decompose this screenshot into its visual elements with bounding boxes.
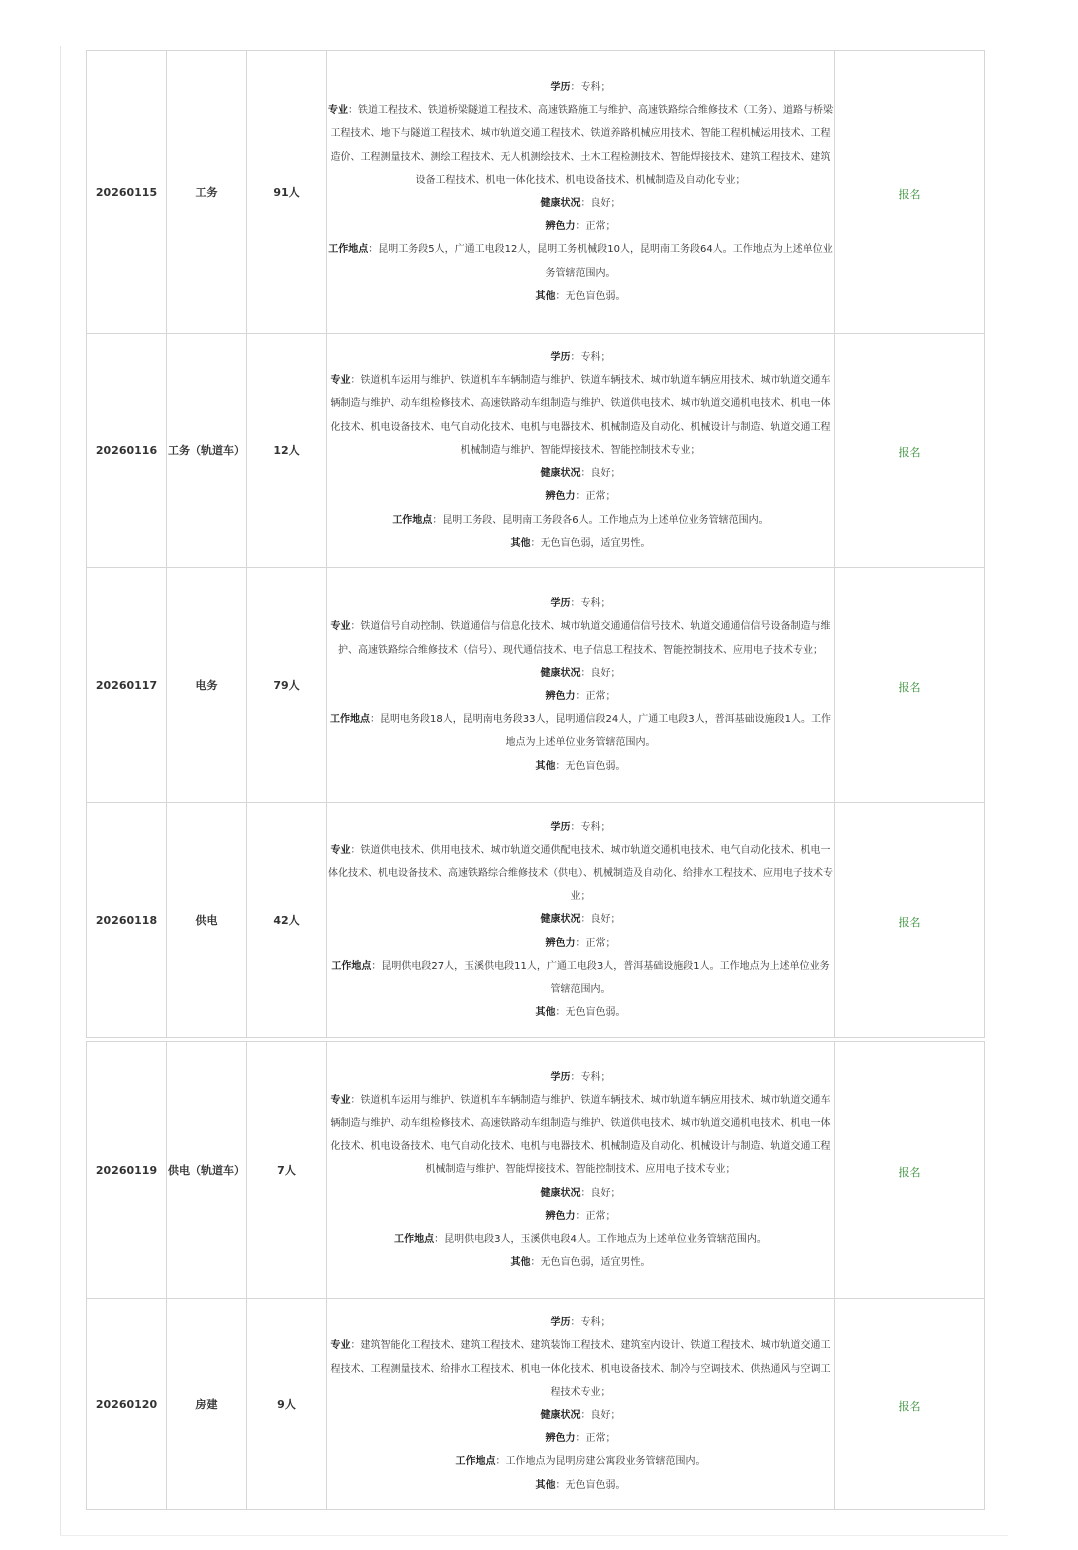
color-vision-label: 辨色力 (545, 937, 576, 949)
health-value: 良好； (590, 914, 621, 926)
other-value: 无色盲色弱。 (565, 760, 626, 772)
apply-link[interactable]: 报名 (898, 1165, 921, 1179)
color-vision-value: 正常； (585, 221, 616, 233)
health-label: 健康状况 (540, 667, 581, 679)
recruit-count: 12人 (247, 334, 327, 568)
location-line: 工作地点：昆明工务段、昆明南工务段各6人。工作地点为上述单位业务管辖范围内。 (392, 514, 769, 526)
major-value: 铁道信号自动控制、铁道通信与信息化技术、城市轨道交通通信信号技术、轨道交通通信信号设备制造与维护、高速铁路综合维修技术（信号）、现代通信技术、电子信息工程技术、智能控制技术、应用电子技术专业； (338, 621, 831, 656)
other-label: 其他 (535, 760, 556, 772)
major-line: 专业：铁道机车运用与维护、铁道机车车辆制造与维护、铁道车辆技术、城市轨道车辆应用技术、城市轨道交通车辆制造与维护、动车组检修技术、高速铁路动车组制造与维护、铁道供电技术、城市轨道交通机电技术、机电一体化技术、机电设备技术、电气自动化技术、电机与电器技术、机械制造及自动化、机械设计与制造、轨道交通工程机械制造与维护、智能焊接技术、智能控制技术、应用电子技术专业； (330, 1094, 831, 1176)
health-value: 良好； (590, 667, 621, 679)
education-value: 专科； (580, 352, 611, 364)
position-name: 房建 (167, 1299, 247, 1510)
color-vision-value: 正常； (585, 937, 616, 949)
major-label: 专业 (330, 375, 351, 387)
location-value: 昆明电务段18人，昆明南电务段33人，昆明通信段24人，广通工电段3人，普洱基础设施段1人。工作地点为上述单位业务管辖范围内。 (380, 714, 831, 749)
color-vision-label: 辨色力 (545, 221, 576, 233)
action-cell (835, 334, 985, 568)
other-label: 其他 (510, 1257, 531, 1269)
major-value: 铁道供电技术、供用电技术、城市轨道交通供配电技术、城市轨道交通机电技术、电气自动化技术、机电一体化技术、机电设备技术、高速铁路综合维修技术（供电）、机械制造及自动化、给排水工程技术、应用电子技术专业； (328, 844, 833, 903)
location-value: 昆明供电段3人，玉溪供电段4人。工作地点为上述单位业务管辖范围内。 (444, 1234, 767, 1245)
other-value: 无色盲色弱。 (565, 290, 626, 302)
position-code: 20260117 (87, 568, 167, 803)
location-value: 工作地点为昆明房建公寓段业务管辖范围内。 (505, 1456, 706, 1468)
color-vision-line: 辨色力：正常； (545, 1433, 616, 1445)
major-value: 建筑智能化工程技术、建筑工程技术、建筑装饰工程技术、建筑室内设计、铁道工程技术、城市轨道交通工程技术、工程测量技术、给排水工程技术、机电一体化技术、机电设备技术、制冷与空调技术、供热通风与空调工程技术专业； (330, 1340, 831, 1398)
table-row (87, 1042, 985, 1299)
position-code: 20260120 (87, 1299, 167, 1510)
color-vision-label: 辨色力 (545, 491, 576, 503)
education-label: 学历 (550, 81, 571, 93)
education-label: 学历 (550, 598, 571, 610)
other-value: 无色盲色弱，适宜男性。 (540, 1257, 651, 1269)
color-vision-line: 辨色力：正常； (545, 1210, 616, 1222)
location-label: 工作地点 (330, 714, 371, 726)
location-label: 工作地点 (394, 1234, 435, 1245)
major-label: 专业 (330, 1094, 351, 1106)
other-label: 其他 (535, 290, 556, 302)
education-line: 学历：专科； (550, 1317, 611, 1329)
health-label: 健康状况 (540, 914, 581, 926)
requirements-cell (327, 51, 835, 334)
apply-link[interactable]: 报名 (898, 187, 921, 201)
education-line: 学历：专科； (550, 1071, 611, 1083)
color-vision-label: 辨色力 (545, 1433, 576, 1445)
major-line: 专业：铁道工程技术、铁道桥梁隧道工程技术、高速铁路施工与维护、高速铁路综合维修技术（工务）、道路与桥梁工程技术、地下与隧道工程技术、城市轨道交通工程技术、铁道养路机械应用技术、智能工程机械运用技术、工程造价、工程测量技术、测绘工程技术、无人机测绘技术、土木工程检测技术、智能焊接技术、建筑工程技术、建筑设备工程技术、机电一体化技术、机电设备技术、机械制造及自动化专业； (328, 105, 833, 186)
other-value: 无色盲色弱。 (565, 1479, 626, 1491)
education-value: 专科； (580, 1071, 611, 1083)
apply-link[interactable]: 报名 (898, 446, 921, 459)
major-label: 专业 (330, 1340, 351, 1352)
other-label: 其他 (535, 1007, 556, 1019)
major-label: 专业 (328, 105, 348, 117)
health-label: 健康状况 (540, 198, 581, 209)
location-label: 工作地点 (331, 960, 372, 972)
color-vision-line: 辨色力：正常； (545, 691, 616, 702)
location-line: 工作地点：工作地点为昆明房建公寓段业务管辖范围内。 (455, 1456, 706, 1468)
major-label: 专业 (330, 844, 351, 856)
recruitment-table-upper (86, 50, 985, 1038)
other-value: 无色盲色弱，适宜男性。 (540, 537, 651, 549)
education-line: 学历：专科； (550, 821, 611, 833)
position-code: 20260116 (87, 334, 167, 568)
recruit-count: 91人 (247, 51, 327, 334)
location-value: 昆明供电段27人，玉溪供电段11人，广通工电段3人，普洱基础设施段1人。工作地点为上述单位业务管辖范围内。 (381, 960, 830, 995)
position-name: 电务 (167, 568, 247, 803)
color-vision-value: 正常； (585, 691, 616, 702)
education-value: 专科； (580, 821, 611, 833)
requirements-cell (327, 803, 835, 1038)
health-line: 健康状况：良好； (540, 1187, 621, 1199)
education-value: 专科； (580, 1317, 611, 1329)
page-frame-left (60, 46, 61, 1536)
position-name: 工务（轨道车） (167, 334, 247, 568)
major-line: 专业：建筑智能化工程技术、建筑工程技术、建筑装饰工程技术、建筑室内设计、铁道工程技术、城市轨道交通工程技术、工程测量技术、给排水工程技术、机电一体化技术、机电设备技术、制冷与空调技术、供热通风与空调工程技术专业； (330, 1340, 831, 1398)
action-cell (835, 803, 985, 1038)
recruitment-table-lower (86, 1041, 985, 1510)
other-line: 其他：无色盲色弱。 (535, 290, 626, 302)
action-cell (835, 1042, 985, 1299)
education-value: 专科； (580, 598, 611, 610)
requirements-cell (327, 1299, 835, 1510)
position-name: 工务 (167, 51, 247, 334)
requirements-cell (327, 1042, 835, 1299)
major-value: 铁道机车运用与维护、铁道机车车辆制造与维护、铁道车辆技术、城市轨道车辆应用技术、城市轨道交通车辆制造与维护、动车组检修技术、高速铁路动车组制造与维护、铁道供电技术、城市轨道交通机电技术、机电一体化技术、机电设备技术、电气自动化技术、电机与电器技术、机械制造及自动化、机械设计与制造、轨道交通工程机械制造与维护、智能焊接技术、智能控制技术、应用电子技术专业； (330, 1094, 831, 1176)
major-line: 专业：铁道机车运用与维护、铁道机车车辆制造与维护、铁道车辆技术、城市轨道车辆应用技术、城市轨道交通车辆制造与维护、动车组检修技术、高速铁路动车组制造与维护、铁道供电技术、城市轨道交通机电技术、机电一体化技术、机电设备技术、电气自动化技术、电机与电器技术、机械制造及自动化、机械设计与制造、轨道交通工程机械制造与维护、智能焊接技术、智能控制技术专业； (330, 375, 831, 456)
table-row (87, 568, 985, 803)
education-label: 学历 (550, 821, 571, 833)
apply-link[interactable]: 报名 (898, 915, 921, 929)
action-cell (835, 568, 985, 803)
health-line: 健康状况：良好； (540, 198, 621, 209)
education-label: 学历 (550, 352, 571, 364)
other-line: 其他：无色盲色弱。 (535, 1007, 626, 1019)
table-row (87, 803, 985, 1038)
education-line: 学历：专科； (550, 81, 611, 93)
health-value: 良好； (590, 1187, 621, 1199)
location-label: 工作地点 (455, 1456, 496, 1468)
location-line: 工作地点：昆明工务段5人，广通工电段12人，昆明工务机械段10人，昆明南工务段64人。工作地点为上述单位业务管辖范围内。 (328, 244, 833, 279)
apply-link[interactable]: 报名 (898, 1399, 921, 1413)
major-label: 专业 (330, 621, 351, 633)
location-label: 工作地点 (328, 244, 369, 256)
location-label: 工作地点 (392, 514, 433, 526)
location-line: 工作地点：昆明供电段3人，玉溪供电段4人。工作地点为上述单位业务管辖范围内。 (394, 1234, 767, 1245)
major-line: 专业：铁道信号自动控制、铁道通信与信息化技术、城市轨道交通通信信号技术、轨道交通通信信号设备制造与维护、高速铁路综合维修技术（信号）、现代通信技术、电子信息工程技术、智能控制技术、应用电子技术专业； (330, 621, 831, 656)
education-value: 专科； (580, 81, 611, 93)
color-vision-value: 正常； (585, 1210, 616, 1222)
color-vision-line: 辨色力：正常； (545, 491, 616, 503)
health-value: 良好； (590, 198, 621, 209)
action-cell (835, 1299, 985, 1510)
location-value: 昆明工务段5人，广通工电段12人，昆明工务机械段10人，昆明南工务段64人。工作地点为上述单位业务管辖范围内。 (378, 244, 833, 279)
education-label: 学历 (550, 1071, 571, 1083)
color-vision-label: 辨色力 (545, 691, 576, 702)
requirements-cell (327, 334, 835, 568)
health-value: 良好； (590, 468, 621, 480)
health-label: 健康状况 (540, 1187, 581, 1199)
color-vision-line: 辨色力：正常； (545, 221, 616, 233)
color-vision-line: 辨色力：正常； (545, 937, 616, 949)
health-label: 健康状况 (540, 468, 581, 480)
education-label: 学历 (550, 1317, 571, 1329)
health-value: 良好； (590, 1410, 621, 1421)
recruit-count: 7人 (247, 1042, 327, 1299)
position-code: 20260118 (87, 803, 167, 1038)
table-row (87, 51, 985, 334)
other-line: 其他：无色盲色弱。 (535, 1479, 626, 1491)
position-name: 供电（轨道车） (167, 1042, 247, 1299)
action-cell (835, 51, 985, 334)
table-row (87, 1299, 985, 1510)
recruit-count: 79人 (247, 568, 327, 803)
position-code: 20260115 (87, 51, 167, 334)
color-vision-label: 辨色力 (545, 1210, 576, 1222)
other-label: 其他 (535, 1479, 556, 1491)
apply-link[interactable]: 报名 (898, 680, 921, 694)
health-label: 健康状况 (540, 1410, 581, 1421)
major-line: 专业：铁道供电技术、供用电技术、城市轨道交通供配电技术、城市轨道交通机电技术、电气自动化技术、机电一体化技术、机电设备技术、高速铁路综合维修技术（供电）、机械制造及自动化、给排水工程技术、应用电子技术专业； (328, 844, 833, 903)
major-value: 铁道机车运用与维护、铁道机车车辆制造与维护、铁道车辆技术、城市轨道车辆应用技术、城市轨道交通车辆制造与维护、动车组检修技术、高速铁路动车组制造与维护、铁道供电技术、城市轨道交通机电技术、机电一体化技术、机电设备技术、电气自动化技术、电机与电器技术、机械制造及自动化、机械设计与制造、轨道交通工程机械制造与维护、智能焊接技术、智能控制技术专业； (330, 375, 831, 456)
health-line: 健康状况：良好； (540, 667, 621, 679)
education-line: 学历：专科； (550, 352, 611, 364)
other-line: 其他：无色盲色弱，适宜男性。 (510, 537, 651, 549)
other-value: 无色盲色弱。 (565, 1007, 626, 1019)
position-code: 20260119 (87, 1042, 167, 1299)
major-value: 铁道工程技术、铁道桥梁隧道工程技术、高速铁路施工与维护、高速铁路综合维修技术（工务）、道路与桥梁工程技术、地下与隧道工程技术、城市轨道交通工程技术、铁道养路机械应用技术、智能工程机械运用技术、工程造价、工程测量技术、测绘工程技术、无人机测绘技术、土木工程检测技术、智能焊接技术、建筑工程技术、建筑设备工程技术、机电一体化技术、机电设备技术、机械制造及自动化专业； (330, 105, 833, 186)
location-line: 工作地点：昆明供电段27人，玉溪供电段11人，广通工电段3人，普洱基础设施段1人。工作地点为上述单位业务管辖范围内。 (331, 960, 830, 995)
color-vision-value: 正常； (585, 491, 616, 503)
health-line: 健康状况：良好； (540, 1410, 621, 1421)
health-line: 健康状况：良好； (540, 468, 621, 480)
table-row (87, 334, 985, 568)
other-label: 其他 (510, 537, 531, 549)
recruit-count: 42人 (247, 803, 327, 1038)
location-line: 工作地点：昆明电务段18人，昆明南电务段33人，昆明通信段24人，广通工电段3人，普洱基础设施段1人。工作地点为上述单位业务管辖范围内。 (330, 714, 831, 749)
recruit-count: 9人 (247, 1299, 327, 1510)
position-name: 供电 (167, 803, 247, 1038)
education-line: 学历：专科； (550, 598, 611, 610)
other-line: 其他：无色盲色弱，适宜男性。 (510, 1257, 651, 1269)
other-line: 其他：无色盲色弱。 (535, 760, 626, 772)
health-line: 健康状况：良好； (540, 914, 621, 926)
page-frame-bottom (60, 1535, 1008, 1536)
location-value: 昆明工务段、昆明南工务段各6人。工作地点为上述单位业务管辖范围内。 (442, 514, 769, 526)
requirements-cell (327, 568, 835, 803)
color-vision-value: 正常； (585, 1433, 616, 1445)
